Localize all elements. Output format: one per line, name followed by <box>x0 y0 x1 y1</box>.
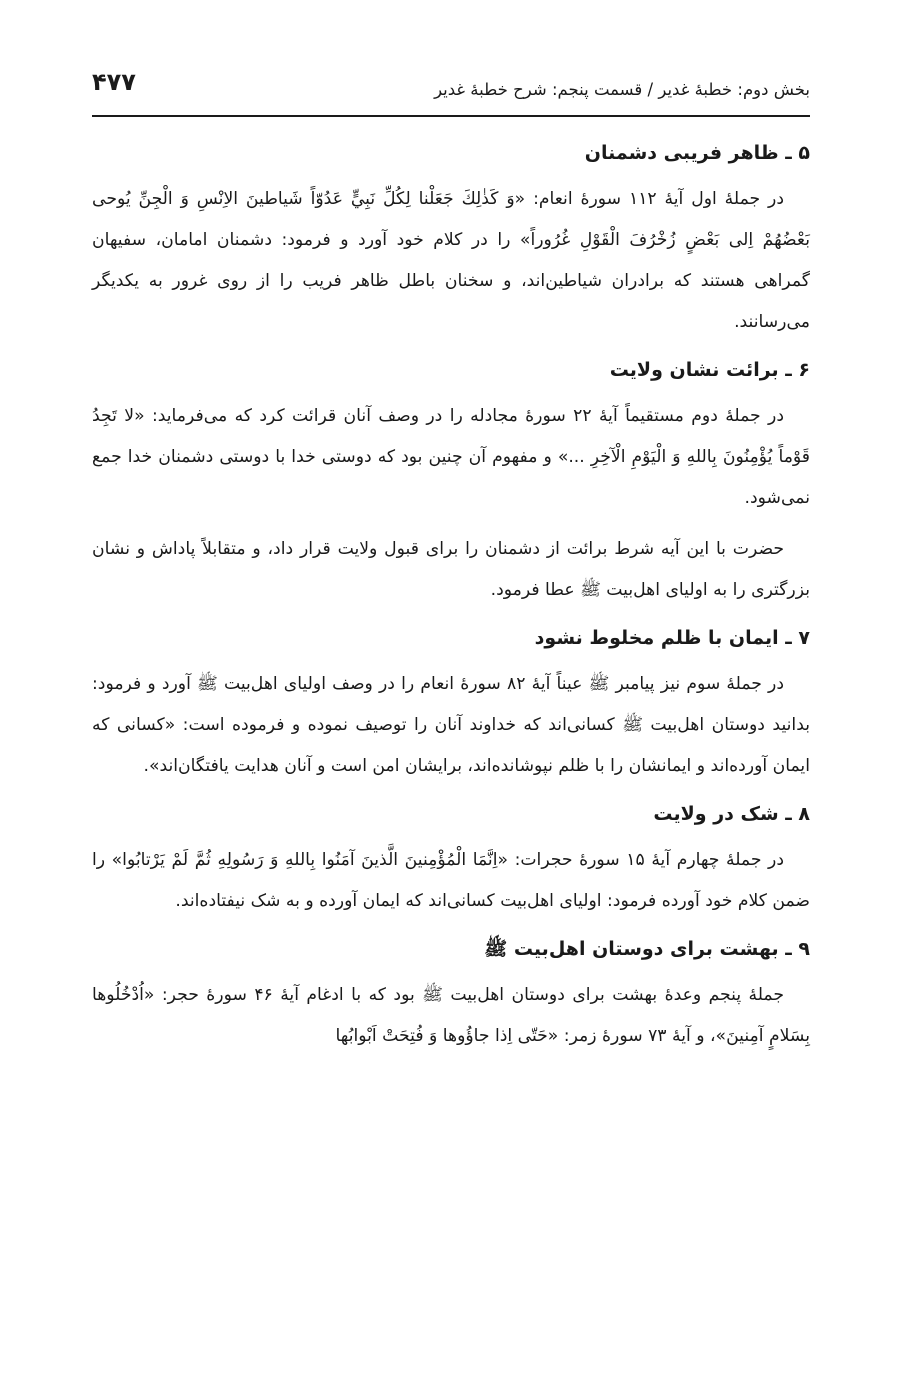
paragraph: جملهٔ پنجم وعدهٔ بهشت برای دوستان اهل‌بیت ﷺ بود که با ادغام آیهٔ ۴۶ سورهٔ حجر: «اُدْخُلُوها بِسَلامٍ آمِنينَ»، و آیهٔ ۷۳ سورهٔ زمر: «حَتّى اِذا جاؤُوها وَ فُتِحَتْ اَبْوابُها <box>92 985 810 1046</box>
page-body <box>92 136 810 1057</box>
section-5 <box>92 136 810 343</box>
paragraph: در جملهٔ اول آیهٔ ۱۱۲ سورهٔ انعام: «وَ كَذٰلِكَ جَعَلْنا لِكُلِّ نَبِيٍّ عَدُوّاً شَياطينَ الاِنْسِ وَ الْجِنِّ يُوحى بَعْضُهُمْ اِلى بَعْضٍ زُخْرُفَ الْقَوْلِ غُرُوراً» را در کلام خود آورد و فرمود: دشمنان امامان، سفیهان گمراهی هستند که برادران شیاطین‌اند، و سخنان باطل ظاهر فریب را از روی غرور به یکدیگر می‌رسانند. <box>92 189 810 332</box>
paragraph: در جملهٔ چهارم آیهٔ ۱۵ سورهٔ حجرات: «اِنَّمَا الْمُؤْمِنينَ الَّذينَ آمَنُوا بِاللهِ وَ رَسُولِهِ ثُمَّ لَمْ يَرْتابُوا» را ضمن کلام خود آورده فرمود: اولیای اهل‌بیت کسانی‌اند که ایمان آورده و به شک نیفتاده‌اند. <box>92 850 810 911</box>
page-number: ۴۷۷ <box>92 68 136 96</box>
section-title: ۷ ـ ایمان با ظلم مخلوط نشود <box>534 627 810 649</box>
section-title: ۹ ـ بهشت برای دوستان اهل‌بیت ﷺ <box>484 938 810 960</box>
section-title: ۵ ـ ظاهر فریبی دشمنان <box>584 142 810 164</box>
book-page <box>92 0 810 1390</box>
page-header <box>92 60 810 112</box>
paragraph: در جملهٔ دوم مستقیماً آیهٔ ۲۲ سورهٔ مجادله را در وصف آنان قرائت کرد که می‌فرماید: «لا تَجِدُ قَوْماً يُؤْمِنُونَ بِاللهِ وَ الْيَوْمِ الْآخِرِ ...» و مفهوم آن چنین بود که دوستی خدا با دوستی دشمنان خدا جمع نمی‌شود. <box>92 406 810 508</box>
section-8 <box>92 797 810 922</box>
section-6 <box>92 353 810 611</box>
paragraph: حضرت با این آیه شرط برائت از دشمنان را برای قبول ولایت قرار داد، و متقابلاً پاداش و نشان بزرگتری را به اولیای اهل‌بیت ﷺ عطا فرمود. <box>92 539 810 600</box>
running-head: بخش دوم: خطبهٔ غدیر / قسمت پنجم: شرح خطبهٔ غدیر <box>434 80 810 99</box>
section-9 <box>92 932 810 1057</box>
paragraph: در جملهٔ سوم نیز پیامبر ﷺ عیناً آیهٔ ۸۲ سورهٔ انعام را در وصف اولیای اهل‌بیت ﷺ آورد و فرمود: بدانید دوستان اهل‌بیت ﷺ کسانی‌اند که خداوند آنان را توصیف نموده و فرموده است: «کسانی که ایمان آورده‌اند و ایمانشان را با ظلم نپوشانده‌اند، برایشان امن است و آنان هدایت یافتگان‌اند». <box>92 674 810 776</box>
header-rule <box>92 115 810 117</box>
section-title: ۶ ـ برائت نشان ولایت <box>609 359 810 381</box>
section-title: ۸ ـ شک در ولایت <box>653 803 810 825</box>
section-7 <box>92 621 810 787</box>
